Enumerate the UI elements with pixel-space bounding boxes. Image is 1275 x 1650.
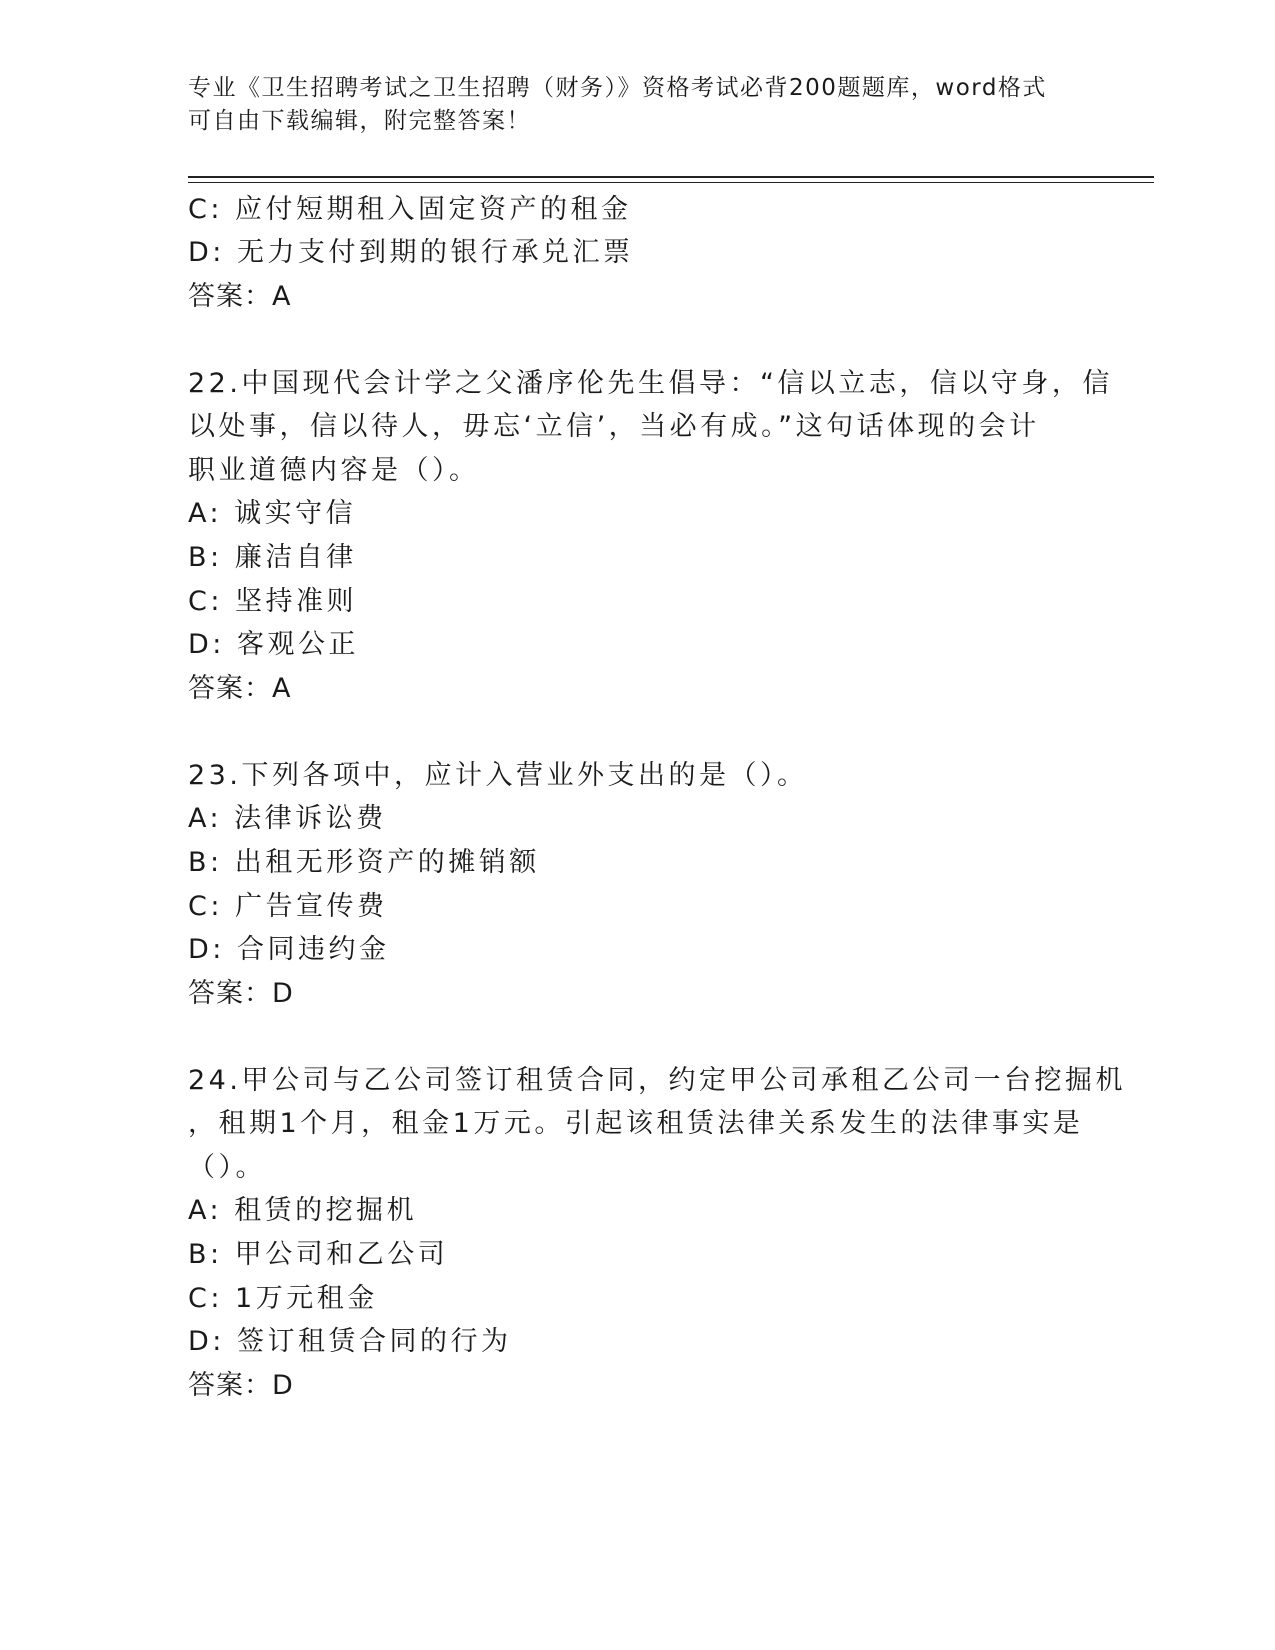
q23-option-c: C: 广告宣传费 <box>188 891 388 922</box>
document-header <box>188 72 1068 138</box>
q24-answer: 答案：D <box>188 1370 294 1401</box>
q22-option-d: D: 客观公正 <box>188 629 359 660</box>
header-line-2: 可自由下载编辑，附完整答案！ <box>188 108 531 134</box>
header-line-1: 专业《卫生招聘考试之卫生招聘（财务）》资格考试必背200题题库，word格式 <box>188 75 1047 101</box>
q22-stem-line-3: 职业道德内容是（）。 <box>188 455 480 486</box>
q23-option-b: B: 出租无形资产的摊销额 <box>188 847 540 878</box>
q22-stem-line-1: 22.中国现代会计学之父潘序伦先生倡导：“信以立志，信以守身，信 <box>188 368 1113 399</box>
q22-option-a: A: 诚实守信 <box>188 498 357 529</box>
q22-answer: 答案：A <box>188 673 292 704</box>
q23-option-a: A: 法律诉讼费 <box>188 803 387 834</box>
q22-option-b: B: 廉洁自律 <box>188 542 357 573</box>
q24-option-c: C: 1万元租金 <box>188 1283 378 1314</box>
q23-stem-line-1: 23.下列各项中，应计入营业外支出的是（）。 <box>188 760 808 791</box>
q22-option-c: C: 坚持准则 <box>188 586 358 617</box>
q24-option-d: D: 签订租赁合同的行为 <box>188 1326 512 1357</box>
q24-stem-line-2: ，租期1个月，租金1万元。引起该租赁法律关系发生的法律事实是 <box>188 1108 1084 1139</box>
q21-option-c: C: 应付短期租入固定资产的租金 <box>188 194 632 225</box>
q22-stem-line-2: 以处事，信以待人，毋忘‘立信’，当必有成。”这句话体现的会计 <box>188 411 1040 442</box>
q24-option-a: A: 租赁的挖掘机 <box>188 1195 418 1226</box>
q24-stem-line-1: 24.甲公司与乙公司签订租赁合同，约定甲公司承租乙公司一台挖掘机 <box>188 1065 1126 1096</box>
q24-stem-line-3: （）。 <box>188 1152 266 1183</box>
q24-option-b: B: 甲公司和乙公司 <box>188 1239 449 1270</box>
q23-option-d: D: 合同违约金 <box>188 934 390 965</box>
q23-answer: 答案：D <box>188 978 294 1009</box>
q21-answer: 答案：A <box>188 281 292 312</box>
header-divider-thin <box>188 182 1154 183</box>
q21-option-d: D: 无力支付到期的银行承兑汇票 <box>188 237 634 268</box>
header-divider-thick <box>188 176 1154 178</box>
